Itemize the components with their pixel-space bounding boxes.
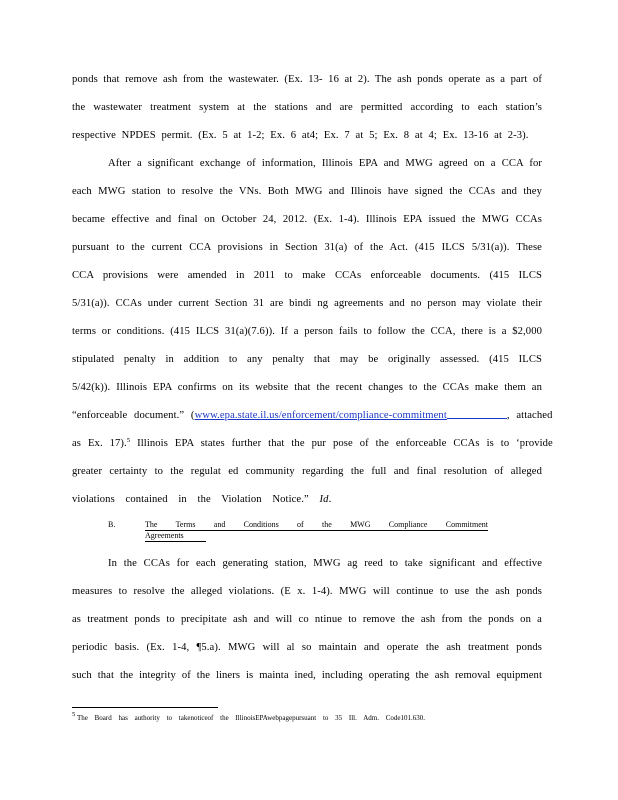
sentence-end: . <box>328 494 332 505</box>
footnote-mark: 5 <box>72 711 76 718</box>
section-title-line2: Agreements <box>145 530 206 542</box>
body-text-line: respective NPDES permit. (Ex. 5 at 1-2; Ex. 6 at4; Ex. 7 at 5; Ex. 8 at 4; Ex. 13-16 at 2-3). <box>72 130 529 141</box>
footnote <box>72 713 492 723</box>
quote-end-text: violations contained in the Violation Notice.” <box>72 494 309 505</box>
footnote-separator <box>72 707 218 708</box>
body-text-line: measures to resolve the alleged violations. (E x. 1-4). MWG will continue to use the ash ponds <box>72 586 542 597</box>
body-text-line: ponds that remove ash from the wastewater. (Ex. 13- 16 at 2). The ash ponds operate as a part of <box>72 74 542 85</box>
section-letter: B. <box>108 520 116 529</box>
body-text-line <box>72 437 553 451</box>
body-text-line: each MWG station to resolve the VNs. Both MWG and Illinois have signed the CCAs and they <box>72 186 542 197</box>
exhibit-text: as Ex. 17). <box>72 438 127 449</box>
body-text-line: After a significant exchange of information, Illinois EPA and MWG agreed on a CCA for <box>108 158 542 169</box>
body-text-line: periodic basis. (Ex. 1-4, ¶5.a). MWG will al so maintain and operate the ash treatment ponds <box>72 642 542 653</box>
body-text-line: such that the integrity of the liners is mainta ined, including operating the ash removal equipment <box>72 670 542 681</box>
body-text-line: became effective and final on October 24, 2012. (Ex. 1-4). Illinois EPA issued the MWG CCAs <box>72 214 542 225</box>
id-citation: Id <box>319 494 329 505</box>
body-text-line: In the CCAs for each generating station, MWG ag reed to take significant and effective <box>108 558 542 569</box>
quote-text: “enforceable document.” ( <box>72 410 195 421</box>
exhibit-text-tail: Illinois EPA states further that the pur pose of the enforceable CCAs is to ‘provide <box>130 438 553 449</box>
epa-website-link[interactable]: www.epa.state.il.us/enforcement/compliance-commitment <box>194 410 447 421</box>
body-text-line <box>72 409 553 423</box>
body-text-line: pursuant to the current CCA provisions in Section 31(a) of the Act. (415 ILCS 5/31(a)). These <box>72 242 542 253</box>
body-text-line: CCA provisions were amended in 2011 to make CCAs enforceable documents. (415 ILCS <box>72 270 542 281</box>
section-title-line1: The Terms and Conditions of the MWG Compliance Commitment <box>145 520 488 529</box>
body-text-line: greater certainty to the regulat ed community regarding the full and final resolution of alleged <box>72 466 542 477</box>
footnote-reference[interactable]: 5 <box>126 437 131 444</box>
footnote-text: The Board has authority to takenoticeof the IllinoisEPAwebpagepursuant to 35 Ill. Adm. Code101.630. <box>77 714 425 722</box>
body-text-line: the wastewater treatment system at the stations and are permitted according to each station’s <box>72 102 542 113</box>
body-text-line: as treatment ponds to precipitate ash and will co ntinue to remove the ash from the ponds on a <box>72 614 542 625</box>
body-text-line: terms or conditions. (415 ILCS 31(a)(7.6)). If a person fails to follow the CCA, there is a $2,000 <box>72 326 542 337</box>
quote-text-tail: , attached <box>506 410 553 421</box>
body-text-line: 5/31(a)). CCAs under current Section 31 are bindi ng agreements and no person may violate their <box>72 298 542 309</box>
body-text-line: 5/42(k)). Illinois EPA confirms on its website that the recent changes to the CCAs make them an <box>72 382 542 393</box>
body-text-line <box>72 493 542 507</box>
body-text-line: stipulated penalty in addition to any penalty that may be originally assessed. (415 ILCS <box>72 354 542 365</box>
link-underline <box>447 409 507 419</box>
